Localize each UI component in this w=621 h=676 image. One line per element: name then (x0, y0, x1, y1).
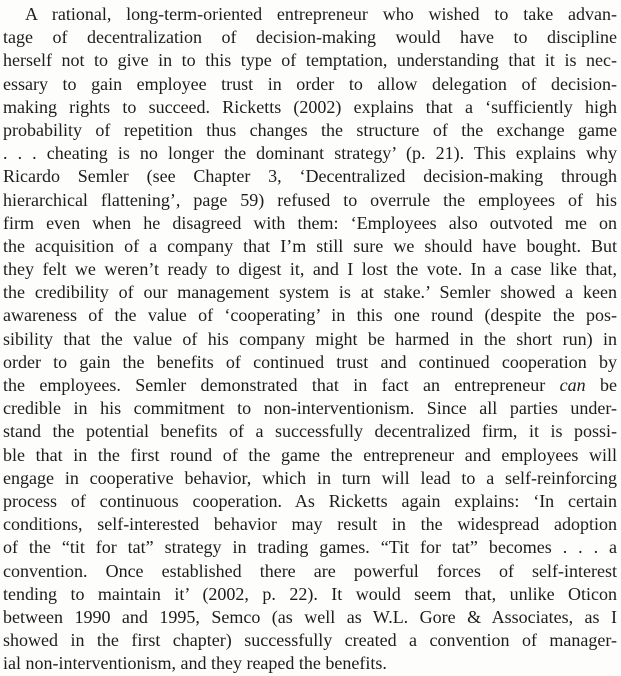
text-segment: awareness of the value of ‘cooperating’ in this one round (despite the pos- (3, 305, 617, 326)
text-segment: Ricardo Semler (see Chapter 3, ‘Decentralized decision-making through (3, 166, 617, 187)
text-line (3, 444, 617, 467)
text-segment: engage in cooperative behavior, which in turn will lead to a self-reinforcing (3, 467, 617, 488)
text-line (3, 351, 617, 374)
text-line (3, 73, 617, 96)
text-line (3, 606, 617, 629)
text-line (3, 328, 617, 351)
text-segment: probability of repetition thus changes the structure of the exchange game (3, 119, 617, 140)
text-segment: making rights to succeed. Ricketts (2002) explains that a ‘sufficiently high (3, 96, 617, 117)
text-segment: . . . cheating is no longer the dominant strategy’ (p. 21). This explains why (3, 143, 617, 164)
text-line (3, 119, 617, 142)
text-segment: tending to maintain it’ (2002, p. 22). It would seem that, unlike Oticon (3, 583, 617, 604)
text-segment: order to gain the benefits of continued trust and continued cooperation by (3, 351, 617, 372)
text-segment: conditions, self-interested behavior may result in the widespread adoption (3, 514, 617, 535)
text-line (3, 374, 617, 397)
text-segment: be (585, 375, 617, 395)
text-segment: hierarchical flattening’, page 59) refused to overrule the employees of his (3, 189, 617, 210)
text-segment: process of continuous cooperation. As Ricketts again explains: ‘In certain (3, 490, 617, 511)
text-segment: showed in the first chapter) successfully created a convention of manager- (3, 630, 617, 651)
text-line (3, 467, 617, 490)
page-text (3, 3, 617, 675)
text-segment: ial non-interventionism, and they reaped the benefits. (3, 653, 387, 674)
text-segment: the acquisition of a company that I’m still sure we should have bought. But (3, 235, 617, 256)
text-segment: essary to gain employee trust in order to allow delegation of decision- (3, 73, 617, 94)
text-line (3, 281, 617, 304)
text-line (3, 3, 617, 26)
text-line (3, 258, 617, 281)
text-line (3, 583, 617, 606)
text-segment: between 1990 and 1995, Semco (as well as W.L. Gore & Associates, as I (3, 606, 617, 627)
text-segment: ble that in the first round of the game the entrepreneur and employees will (3, 444, 617, 465)
text-segment: herself not to give in to this type of temptation, understanding that it is nec- (3, 50, 617, 71)
text-line (3, 235, 617, 258)
text-segment: stand the potential benefits of a successfully decentralized firm, it is possi- (3, 421, 617, 442)
text-line (3, 49, 617, 72)
italic-text: can (559, 375, 586, 395)
text-line (3, 629, 617, 652)
text-segment: the credibility of our management system is at stake.’ Semler showed a keen (3, 282, 617, 303)
text-segment: firm even when he disagreed with them: ‘Employees also outvoted me on (3, 212, 617, 233)
text-segment: sibility that the value of his company might be harmed in the short run) in (3, 328, 617, 349)
text-segment: credible in his commitment to non-interventionism. Since all parties under- (3, 398, 617, 419)
text-line (3, 652, 617, 675)
text-line (3, 536, 617, 559)
text-segment: A rational, long-term-oriented entrepreneur who wished to take advan- (25, 4, 617, 24)
text-segment: of the “tit for tat” strategy in trading games. “Tit for tat” becomes . . . a (3, 537, 617, 558)
text-segment: the employees. Semler demonstrated that in fact an entrepreneur (3, 375, 560, 395)
text-line (3, 490, 617, 513)
text-segment: tage of decentralization of decision-making would have to discipline (3, 27, 617, 48)
text-line (3, 96, 617, 119)
text-line (3, 189, 617, 212)
text-line (3, 142, 617, 165)
text-line (3, 26, 617, 49)
text-line (3, 397, 617, 420)
text-line (3, 212, 617, 235)
text-line (3, 420, 617, 443)
text-line (3, 560, 617, 583)
text-line (3, 513, 617, 536)
text-segment: they felt we weren’t ready to digest it, and I lost the vote. In a case like that, (3, 259, 617, 280)
text-line (3, 165, 617, 188)
text-line (3, 304, 617, 327)
text-segment: convention. Once established there are powerful forces of self-interest (3, 560, 617, 581)
